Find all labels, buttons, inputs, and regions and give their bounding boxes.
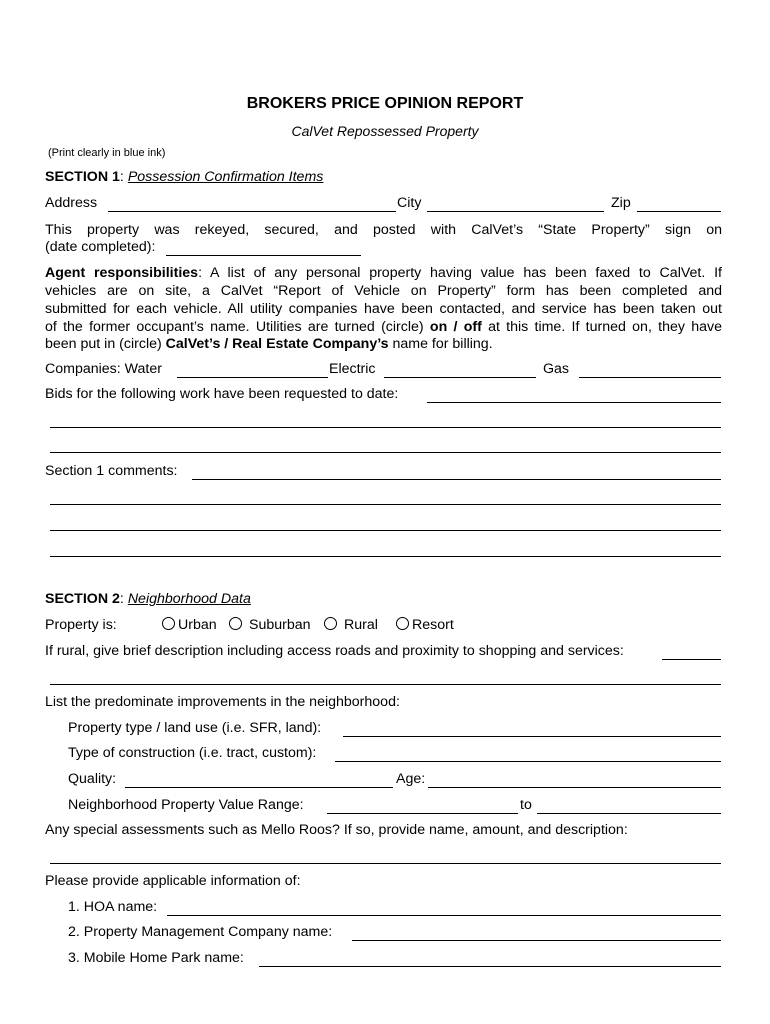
rural-radio[interactable] bbox=[324, 617, 337, 630]
city-input[interactable] bbox=[427, 196, 604, 212]
improvements-label: List the predominate improvements in the neighborhood: bbox=[45, 694, 400, 710]
value-range-to-input[interactable] bbox=[537, 798, 721, 814]
comments-line-2[interactable] bbox=[50, 489, 721, 505]
resort-radio[interactable] bbox=[396, 617, 409, 630]
suburban-label: Suburban bbox=[249, 617, 311, 633]
gas-company-input[interactable] bbox=[579, 362, 721, 378]
address-label: Address bbox=[45, 195, 98, 211]
age-label: Age: bbox=[396, 771, 426, 787]
agent-text-5b: name for billing. bbox=[388, 336, 493, 352]
page-subtitle: CalVet Repossessed Property bbox=[291, 123, 479, 139]
rekey-text-line1: This property was rekeyed, secured, and posted with CalVet’s “State Property” sign on bbox=[45, 222, 722, 238]
suburban-radio[interactable] bbox=[229, 617, 242, 630]
mgmt-company-input[interactable] bbox=[352, 925, 721, 941]
gas-label: Gas bbox=[543, 361, 570, 377]
section2-heading bbox=[45, 592, 251, 606]
section1-comments-input[interactable] bbox=[192, 464, 721, 480]
agent-text-line5 bbox=[45, 337, 493, 351]
property-type-input[interactable] bbox=[343, 721, 721, 737]
assessments-label: Any special assessments such as Mello Roos? If so, provide name, amount, and description: bbox=[45, 822, 628, 838]
urban-label: Urban bbox=[178, 617, 217, 633]
utilities-on-off: on / off bbox=[429, 319, 482, 335]
comments-line-4[interactable] bbox=[50, 541, 721, 557]
agent-text-line4 bbox=[45, 318, 722, 336]
agent-text-5a: been put in (circle) bbox=[45, 336, 166, 352]
agent-text-line1 bbox=[45, 264, 722, 282]
assessments-input[interactable] bbox=[50, 848, 721, 864]
comments-line-3[interactable] bbox=[50, 515, 721, 531]
bids-line-2[interactable] bbox=[50, 412, 721, 428]
rural-label: Rural bbox=[344, 617, 378, 633]
value-range-from-input[interactable] bbox=[327, 798, 518, 814]
rural-description-input[interactable] bbox=[662, 644, 721, 660]
page-title: BROKERS PRICE OPINION REPORT bbox=[246, 95, 524, 112]
address-input[interactable] bbox=[108, 196, 396, 212]
hoa-label: 1. HOA name: bbox=[68, 899, 158, 915]
section1-comments-label: Section 1 comments: bbox=[45, 463, 178, 479]
electric-label: Electric bbox=[329, 361, 376, 377]
section2-title: Neighborhood Data bbox=[127, 591, 251, 607]
quality-label: Quality: bbox=[68, 771, 117, 787]
quality-input[interactable] bbox=[125, 772, 393, 788]
mobile-home-park-input[interactable] bbox=[259, 951, 721, 967]
resort-label: Resort bbox=[412, 617, 454, 633]
section2-separator: : bbox=[119, 591, 124, 607]
rural-description-label: If rural, give brief description including access roads and proximity to shopping and services: bbox=[45, 643, 624, 659]
agent-text-4a: of the former occupant’s name. Utilities are turned (circle) bbox=[45, 319, 430, 335]
companies-water-label: Companies: Water bbox=[45, 361, 162, 377]
section1-label: SECTION 1 bbox=[45, 169, 120, 185]
section2-label: SECTION 2 bbox=[45, 591, 120, 607]
property-type-label: Property type / land use (i.e. SFR, land): bbox=[68, 720, 322, 736]
zip-input[interactable] bbox=[637, 196, 721, 212]
mgmt-company-label: 2. Property Management Company name: bbox=[68, 924, 333, 940]
section1-separator: : bbox=[119, 169, 124, 185]
zip-label: Zip bbox=[611, 195, 631, 211]
print-note: (Print clearly in blue ink) bbox=[48, 147, 166, 159]
billing-company: CalVet’s / Real Estate Company’s bbox=[165, 336, 389, 352]
city-label: City bbox=[397, 195, 422, 211]
construction-label: Type of construction (i.e. tract, custom): bbox=[68, 745, 317, 761]
agent-responsibilities-label: Agent responsibilities bbox=[45, 265, 199, 281]
section1-heading bbox=[45, 170, 323, 184]
agent-text-4b: at this time. If turned on, they have bbox=[481, 319, 722, 335]
bids-input[interactable] bbox=[427, 387, 721, 403]
hoa-input[interactable] bbox=[167, 900, 721, 916]
rural-description-line-2[interactable] bbox=[50, 669, 721, 685]
water-company-input[interactable] bbox=[177, 362, 328, 378]
bids-label: Bids for the following work have been requested to date: bbox=[45, 386, 399, 402]
bids-line-3[interactable] bbox=[50, 437, 721, 453]
agent-text-line2: vehicles are on site, a CalVet “Report of Vehicle on Property” form has been completed and bbox=[45, 283, 722, 299]
agent-text-line3: submitted for each vehicle. All utility companies have been contacted, and service has been taken out bbox=[45, 301, 722, 317]
property-is-label: Property is: bbox=[45, 617, 117, 633]
section1-title: Possession Confirmation Items bbox=[127, 169, 324, 185]
construction-input[interactable] bbox=[335, 746, 721, 762]
value-range-label: Neighborhood Property Value Range: bbox=[68, 797, 304, 813]
rekey-text-line2: (date completed): bbox=[45, 239, 156, 255]
age-input[interactable] bbox=[428, 772, 721, 788]
date-completed-input[interactable] bbox=[166, 240, 361, 256]
agent-text-1: : A list of any personal property having value has been faxed to CalVet. If bbox=[198, 265, 722, 281]
urban-radio[interactable] bbox=[162, 617, 175, 630]
applicable-info-label: Please provide applicable information of: bbox=[45, 873, 301, 889]
electric-company-input[interactable] bbox=[384, 362, 536, 378]
mobile-home-park-label: 3. Mobile Home Park name: bbox=[68, 950, 244, 966]
to-label: to bbox=[520, 797, 532, 813]
